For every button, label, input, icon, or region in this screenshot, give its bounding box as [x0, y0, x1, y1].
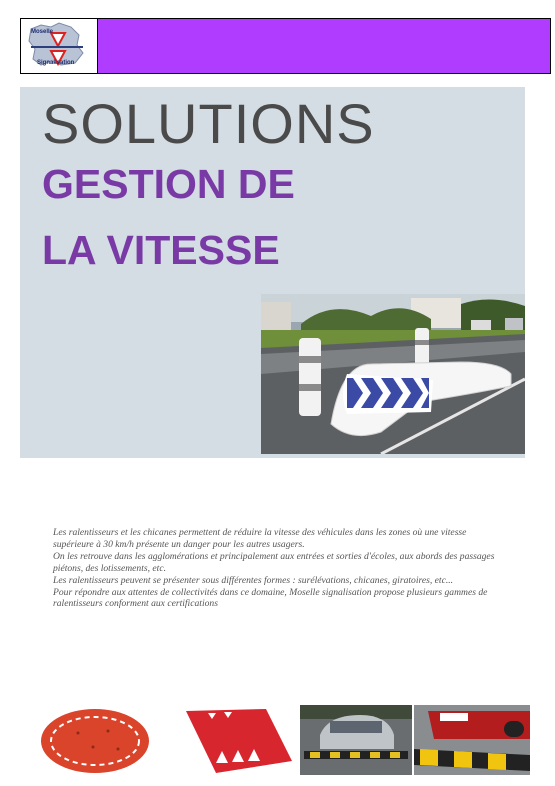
paragraph: Les ralentisseurs peuvent se présenter sous différentes formes : surélévations, chicanes, giratoires, etc...	[53, 574, 454, 586]
yellow-black-bump-image	[414, 705, 530, 775]
page-title: SOLUTIONS	[42, 92, 375, 155]
speed-bump-car-image	[300, 705, 412, 775]
rectangular-speed-bump-image	[180, 705, 295, 775]
round-speed-cushion-image	[38, 705, 153, 775]
logo-line-2: Signalisation	[37, 60, 75, 66]
paragraph: On les retrouve dans les agglomérations et principalement aux entrées et sorties d'écoles, aux abords des passages piétons, des lotissements, etc.	[53, 550, 495, 574]
subtitle-line-1: GESTION DE	[42, 161, 295, 207]
road-chicane-photo	[261, 294, 525, 454]
header-bar	[98, 18, 551, 74]
subtitle-line-2: LA VITESSE	[42, 227, 280, 273]
description-text	[53, 527, 508, 610]
paragraph: Pour répondre aux attentes de collectivités dans ce domaine, Moselle signalisation propose plusieurs gammes de ralentisseurs conforment aux certifications	[53, 586, 488, 610]
logo-line-1: Moselle	[31, 29, 54, 35]
paragraph: Les ralentisseurs et les chicanes permettent de réduire la vitesse des véhicules dans les zones où une vitesse supérieure à 30 km/h présente un danger pour les autres usagers.	[53, 527, 467, 550]
hero-section	[20, 87, 525, 458]
company-logo	[20, 18, 98, 74]
